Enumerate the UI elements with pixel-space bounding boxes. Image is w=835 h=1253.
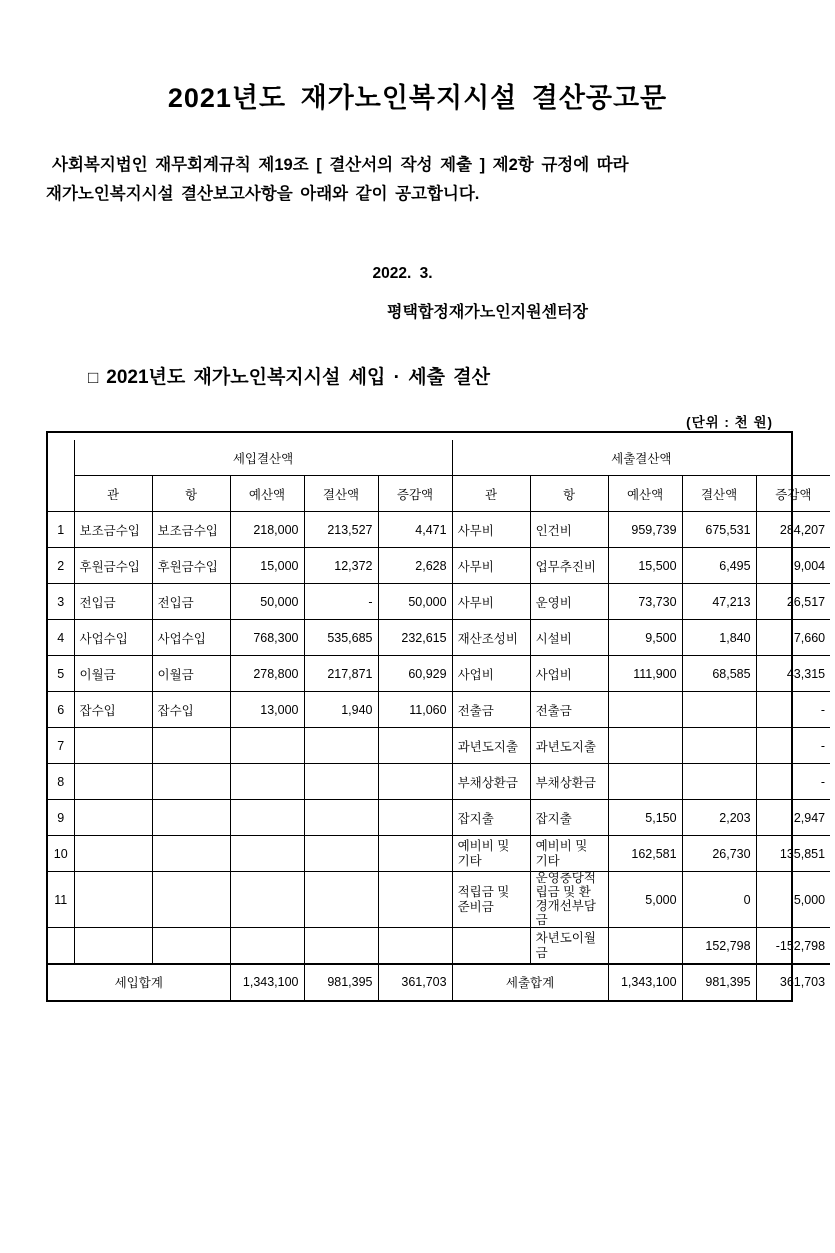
- revenue-settlement: [304, 872, 378, 928]
- expense-change: 135,851: [756, 836, 830, 872]
- revenue-settlement: [304, 836, 378, 872]
- revenue-hang: [152, 872, 230, 928]
- expense-settlement: [682, 764, 756, 800]
- revenue-settlement: [304, 800, 378, 836]
- row-number: 8: [48, 764, 74, 800]
- expense-total-label: 세출합계: [452, 964, 608, 1000]
- row-number: 9: [48, 800, 74, 836]
- section-bullet-icon: □: [88, 367, 99, 387]
- expense-gwan: 부채상환금: [452, 764, 530, 800]
- expense-gwan: 사무비: [452, 548, 530, 584]
- row-number: 2: [48, 548, 74, 584]
- revenue-settlement: 535,685: [304, 620, 378, 656]
- revenue-group-header: 세입결산액: [74, 440, 452, 476]
- revenue-gwan: 후원금수입: [74, 548, 152, 584]
- document-page: [0, 76, 835, 1253]
- expense-budget: 5,150: [608, 800, 682, 836]
- expense-gwan: 재산조성비: [452, 620, 530, 656]
- revenue-settlement: [304, 764, 378, 800]
- revenue-hang: 보조금수입: [152, 512, 230, 548]
- expense-budget: 111,900: [608, 656, 682, 692]
- revenue-settlement: 213,527: [304, 512, 378, 548]
- expense-change: 9,004: [756, 548, 830, 584]
- expense-gwan: 사무비: [452, 584, 530, 620]
- revenue-change: [378, 800, 452, 836]
- revenue-budget: 278,800: [230, 656, 304, 692]
- revenue-hang: 후원금수입: [152, 548, 230, 584]
- table-row: [48, 584, 830, 620]
- organization-name: 평택합정재가노인지원센터장: [387, 303, 588, 321]
- revenue-hang: [152, 728, 230, 764]
- expense-hang: 운영비: [530, 584, 608, 620]
- table-row: [48, 656, 830, 692]
- expense-budget-header: 예산액: [608, 476, 682, 512]
- expense-change: -152,798: [756, 928, 830, 964]
- revenue-settlement-header: 결산액: [304, 476, 378, 512]
- settlement-table-container: [46, 431, 826, 1002]
- row-number: 1: [48, 512, 74, 548]
- intro-line-1: 사회복지법인 재무회계규칙 제19조 [ 결산서의 작성 제출 ] 제2항 규정에 따라: [52, 156, 629, 174]
- revenue-change: 11,060: [378, 692, 452, 728]
- revenue-budget: 15,000: [230, 548, 304, 584]
- revenue-total-settlement: 981,395: [304, 964, 378, 1000]
- revenue-hang-header: 항: [152, 476, 230, 512]
- expense-settlement: 675,531: [682, 512, 756, 548]
- revenue-gwan: [74, 836, 152, 872]
- expense-change: -: [756, 728, 830, 764]
- expense-settlement: 6,495: [682, 548, 756, 584]
- row-number: 11: [48, 872, 74, 928]
- expense-budget: [608, 728, 682, 764]
- row-number: 5: [48, 656, 74, 692]
- expense-hang: 업무추진비: [530, 548, 608, 584]
- expense-settlement: 47,213: [682, 584, 756, 620]
- section-heading: [46, 362, 789, 389]
- expense-gwan: 예비비 및 기타: [452, 836, 530, 872]
- revenue-budget: 218,000: [230, 512, 304, 548]
- revenue-settlement: -: [304, 584, 378, 620]
- revenue-change: 2,628: [378, 548, 452, 584]
- expense-budget: 73,730: [608, 584, 682, 620]
- revenue-change: [378, 872, 452, 928]
- revenue-change: [378, 928, 452, 964]
- expense-gwan: [452, 928, 530, 964]
- intro-paragraph: [46, 151, 789, 209]
- revenue-total-budget: 1,343,100: [230, 964, 304, 1000]
- expense-group-header: 세출결산액: [452, 440, 830, 476]
- revenue-gwan: [74, 728, 152, 764]
- expense-budget: 5,000: [608, 872, 682, 928]
- expense-settlement: 26,730: [682, 836, 756, 872]
- expense-hang-header: 항: [530, 476, 608, 512]
- expense-settlement: [682, 728, 756, 764]
- expense-hang: 예비비 및 기타: [530, 836, 608, 872]
- intro-line-2: 재가노인복지시설 결산보고사항을 아래와 같이 공고합니다.: [46, 184, 480, 203]
- table-group-header-row: [48, 440, 830, 476]
- expense-budget: 162,581: [608, 836, 682, 872]
- expense-hang: 전출금: [530, 692, 608, 728]
- revenue-settlement: 217,871: [304, 656, 378, 692]
- revenue-budget: [230, 728, 304, 764]
- revenue-gwan: [74, 928, 152, 964]
- row-number: 4: [48, 620, 74, 656]
- table-row: [48, 620, 830, 656]
- revenue-budget: 50,000: [230, 584, 304, 620]
- table-row: [48, 512, 830, 548]
- publication-date: 2022. 3.: [372, 264, 433, 282]
- table-column-header-row: [48, 476, 830, 512]
- revenue-gwan-header: 관: [74, 476, 152, 512]
- revenue-gwan: [74, 800, 152, 836]
- expense-settlement: [682, 692, 756, 728]
- expense-settlement-header: 결산액: [682, 476, 756, 512]
- expense-settlement: 152,798: [682, 928, 756, 964]
- revenue-hang: [152, 800, 230, 836]
- revenue-gwan: 전입금: [74, 584, 152, 620]
- table-row: [48, 548, 830, 584]
- revenue-budget: [230, 928, 304, 964]
- revenue-budget: [230, 836, 304, 872]
- revenue-hang: 사업수입: [152, 620, 230, 656]
- row-number: [48, 928, 74, 964]
- expense-gwan-header: 관: [452, 476, 530, 512]
- settlement-table: [48, 440, 830, 1000]
- revenue-change-header: 증감액: [378, 476, 452, 512]
- section-heading-text: 2021년도 재가노인복지시설 세입 · 세출 결산: [106, 366, 490, 388]
- expense-settlement: 1,840: [682, 620, 756, 656]
- expense-change-header: 증감액: [756, 476, 830, 512]
- table-row: [48, 728, 830, 764]
- revenue-change: [378, 836, 452, 872]
- expense-change: 284,207: [756, 512, 830, 548]
- revenue-budget: [230, 872, 304, 928]
- expense-total-budget: 1,343,100: [608, 964, 682, 1000]
- revenue-hang: 잡수입: [152, 692, 230, 728]
- table-row: [48, 764, 830, 800]
- table-row: [48, 836, 830, 872]
- expense-budget: [608, 764, 682, 800]
- revenue-change: 60,929: [378, 656, 452, 692]
- expense-settlement: 2,203: [682, 800, 756, 836]
- expense-total-change: 361,703: [756, 964, 830, 1000]
- revenue-change: [378, 764, 452, 800]
- expense-settlement: 68,585: [682, 656, 756, 692]
- expense-change: -: [756, 764, 830, 800]
- revenue-total-change: 361,703: [378, 964, 452, 1000]
- expense-change: 43,315: [756, 656, 830, 692]
- revenue-settlement: [304, 928, 378, 964]
- expense-hang: 시설비: [530, 620, 608, 656]
- expense-budget: 15,500: [608, 548, 682, 584]
- revenue-hang: 이월금: [152, 656, 230, 692]
- revenue-hang: [152, 928, 230, 964]
- revenue-gwan: 잡수입: [74, 692, 152, 728]
- expense-budget: [608, 692, 682, 728]
- revenue-budget: 768,300: [230, 620, 304, 656]
- revenue-gwan: 이월금: [74, 656, 152, 692]
- expense-hang: 운영충당적립금 및 환경개선부담금: [530, 872, 608, 928]
- revenue-budget: [230, 800, 304, 836]
- revenue-budget-header: 예산액: [230, 476, 304, 512]
- expense-gwan: 전출금: [452, 692, 530, 728]
- expense-hang: 과년도지출: [530, 728, 608, 764]
- revenue-settlement: 1,940: [304, 692, 378, 728]
- page-title: 2021년도 재가노인복지시설 결산공고문: [167, 83, 668, 113]
- row-number: 6: [48, 692, 74, 728]
- revenue-hang: [152, 836, 230, 872]
- revenue-change: 50,000: [378, 584, 452, 620]
- expense-change: -: [756, 692, 830, 728]
- revenue-change: 232,615: [378, 620, 452, 656]
- revenue-gwan: [74, 872, 152, 928]
- expense-gwan: 과년도지출: [452, 728, 530, 764]
- table-row: [48, 928, 830, 964]
- expense-gwan: 사업비: [452, 656, 530, 692]
- expense-hang: 인건비: [530, 512, 608, 548]
- expense-change: 26,517: [756, 584, 830, 620]
- revenue-settlement: 12,372: [304, 548, 378, 584]
- revenue-gwan: 보조금수입: [74, 512, 152, 548]
- row-number: 3: [48, 584, 74, 620]
- row-number: 10: [48, 836, 74, 872]
- revenue-hang: [152, 764, 230, 800]
- row-number: 7: [48, 728, 74, 764]
- expense-hang: 잡지출: [530, 800, 608, 836]
- expense-change: 2,947: [756, 800, 830, 836]
- expense-total-settlement: 981,395: [682, 964, 756, 1000]
- expense-hang: 차년도이월금: [530, 928, 608, 964]
- table-row: [48, 692, 830, 728]
- revenue-hang: 전입금: [152, 584, 230, 620]
- expense-hang: 사업비: [530, 656, 608, 692]
- expense-settlement: 0: [682, 872, 756, 928]
- unit-note: (단위 : 천 원): [686, 414, 773, 430]
- expense-hang: 부채상환금: [530, 764, 608, 800]
- revenue-settlement: [304, 728, 378, 764]
- revenue-gwan: 사업수입: [74, 620, 152, 656]
- expense-budget: 959,739: [608, 512, 682, 548]
- revenue-budget: 13,000: [230, 692, 304, 728]
- table-row: [48, 800, 830, 836]
- expense-change: 5,000: [756, 872, 830, 928]
- expense-gwan: 잡지출: [452, 800, 530, 836]
- revenue-change: 4,471: [378, 512, 452, 548]
- expense-budget: [608, 928, 682, 964]
- expense-gwan: 적립금 및 준비금: [452, 872, 530, 928]
- expense-budget: 9,500: [608, 620, 682, 656]
- expense-change: 7,660: [756, 620, 830, 656]
- table-total-row: [48, 964, 830, 1000]
- revenue-change: [378, 728, 452, 764]
- revenue-total-label: 세입합계: [48, 964, 230, 1000]
- table-row: [48, 872, 830, 928]
- revenue-gwan: [74, 764, 152, 800]
- row-number-header: [48, 440, 74, 512]
- revenue-budget: [230, 764, 304, 800]
- expense-gwan: 사무비: [452, 512, 530, 548]
